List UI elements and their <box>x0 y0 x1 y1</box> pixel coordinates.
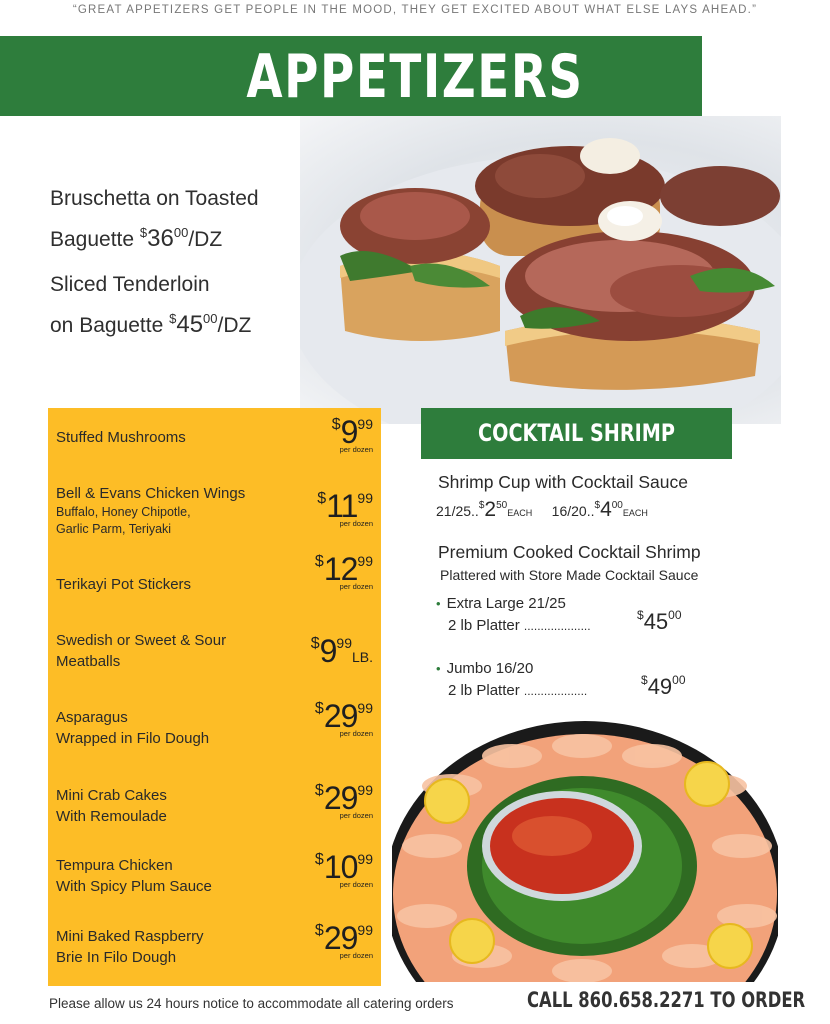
menu-item-name <box>56 855 212 897</box>
price-cents: 99 <box>336 635 352 651</box>
price-dollar-sign: $ <box>641 673 648 687</box>
item-name: Bell & Evans Chicken Wings <box>56 485 246 502</box>
price-whole: 29 <box>323 920 358 956</box>
menu-item-name <box>56 630 226 672</box>
item-name-line2: Brie In Filo Dough <box>56 949 177 966</box>
price-dollar-sign: $ <box>594 500 601 511</box>
price-dollar-sign: $ <box>314 553 324 570</box>
menu-item-price <box>332 414 373 454</box>
price-cents: 00 <box>611 500 623 511</box>
menu-item-price <box>311 633 373 670</box>
price-cents: 00 <box>672 673 686 687</box>
shrimp-cup-prices <box>436 498 648 522</box>
platter-name: Extra Large 21/25 <box>446 595 566 612</box>
platter-size: 2 lb Platter <box>448 617 520 634</box>
price-whole: 10 <box>323 849 358 885</box>
price-unit: EACH <box>507 508 533 518</box>
appetizer-menu-panel <box>48 408 381 986</box>
item-name: Tempura Chicken <box>56 857 173 874</box>
bullet-icon: • <box>436 596 441 611</box>
page-title: APPETIZERS <box>246 42 584 112</box>
platter-jumbo <box>436 658 587 702</box>
bullet-icon: • <box>436 661 441 676</box>
menu-item-price <box>315 551 373 591</box>
item-name: Mini Baked Raspberry <box>56 928 204 945</box>
price-unit: EACH <box>622 508 648 518</box>
menu-item-name <box>56 707 209 749</box>
menu-item-name <box>56 483 245 538</box>
price-cents: 00 <box>203 311 218 326</box>
platter-jumbo-price <box>641 673 686 700</box>
item-name: Terikayi Pot Stickers <box>56 576 192 593</box>
price-cents: 99 <box>357 700 373 716</box>
menu-item-name <box>56 574 191 595</box>
featured-name-line1: Bruschetta on Toasted <box>50 187 259 210</box>
price-dollar-sign: $ <box>169 311 177 326</box>
menu-item-price <box>317 488 373 528</box>
menu-item-name <box>56 427 186 448</box>
price-whole: 29 <box>323 780 358 816</box>
price-note: per dozen <box>339 582 373 591</box>
featured-name-line2-row <box>50 302 251 343</box>
price-whole: 9 <box>340 414 358 450</box>
item-name-line2: With Spicy Plum Sauce <box>56 878 212 895</box>
price-whole: 12 <box>323 551 358 587</box>
featured-name-line2-row <box>50 216 259 257</box>
cocktail-shrimp-title: COCKTAIL SHRIMP <box>478 419 675 447</box>
price-dollar-sign: $ <box>314 922 324 939</box>
price-dollar-sign: $ <box>139 225 148 240</box>
menu-item-name <box>56 926 204 968</box>
price-dollar-sign: $ <box>314 851 324 868</box>
item-name: Swedish or Sweet & Sour <box>56 632 227 649</box>
menu-item-price <box>315 849 373 889</box>
price-cents: 99 <box>357 851 373 867</box>
price-dollar-sign: $ <box>310 635 320 652</box>
item-name: Stuffed Mushrooms <box>56 429 186 446</box>
price-dollar-sign: $ <box>314 782 324 799</box>
price-dollar-sign: $ <box>637 608 644 622</box>
price-cents: 99 <box>357 553 373 569</box>
price-cents: 00 <box>173 225 189 240</box>
price-cents: 99 <box>357 416 373 432</box>
platter-extra-large-price <box>637 608 682 635</box>
price-cents: 50 <box>496 500 508 511</box>
price-whole: 11 <box>326 488 358 524</box>
leader-dots: .................... <box>523 619 591 633</box>
featured-name-line2: on Baguette <box>50 314 164 337</box>
price-whole: 49 <box>647 674 673 699</box>
item-name-line2: Meatballs <box>56 653 121 670</box>
price-whole: 9 <box>319 633 337 669</box>
price-dollar-sign: $ <box>331 416 341 433</box>
price-cents: 99 <box>357 922 373 938</box>
price-note: per dozen <box>339 811 373 820</box>
price-note: per dozen <box>339 729 373 738</box>
item-name-line2: With Remoulade <box>56 808 167 825</box>
price-unit: /DZ <box>188 228 223 251</box>
price-whole: 2 <box>484 498 497 521</box>
price-dollar-sign: $ <box>478 500 485 511</box>
price-whole: 36 <box>147 225 174 252</box>
item-name: Mini Crab Cakes <box>56 787 167 804</box>
cup-size: 21/25.. <box>436 503 479 519</box>
platter-size: 2 lb Platter <box>448 682 520 699</box>
item-name: Asparagus <box>56 709 128 726</box>
item-subtext: Buffalo, Honey Chipotle, <box>56 505 191 519</box>
leader-dots: ................... <box>523 684 588 698</box>
cup-size: 16/20.. <box>551 503 595 519</box>
appetizer-photo <box>300 116 781 424</box>
featured-bruschetta <box>50 182 259 257</box>
price-whole: 45 <box>176 311 204 338</box>
price-unit: /DZ <box>217 314 252 337</box>
premium-shrimp-subheading: Plattered with Store Made Cocktail Sauce <box>440 567 699 583</box>
item-subtext: Garlic Parm, Teriyaki <box>56 522 172 536</box>
price-note: per dozen <box>339 951 373 960</box>
premium-shrimp-heading: Premium Cooked Cocktail Shrimp <box>438 542 701 562</box>
price-note: per dozen <box>339 445 373 454</box>
call-to-order: CALL 860.658.2271 TO ORDER <box>527 988 806 1012</box>
header-quote: “GREAT APPETIZERS GET PEOPLE IN THE MOOD, THEY GET EXCITED ABOUT WHAT ELSE LAYS AHEAD.” <box>72 4 758 16</box>
price-unit: LB. <box>351 649 373 665</box>
shrimp-cup-heading: Shrimp Cup with Cocktail Sauce <box>438 472 688 492</box>
menu-item-price <box>315 920 373 960</box>
price-dollar-sign: $ <box>317 490 327 507</box>
platter-name: Jumbo 16/20 <box>446 660 534 677</box>
price-cents: 99 <box>357 490 373 506</box>
price-whole: 29 <box>323 698 358 734</box>
platter-extra-large <box>436 593 591 637</box>
price-cents: 99 <box>357 782 373 798</box>
shrimp-platter-photo <box>392 716 778 982</box>
catering-notice: Please allow us 24 hours notice to accommodate all catering orders <box>49 996 454 1011</box>
price-whole: 4 <box>600 498 612 521</box>
price-note: per dozen <box>339 880 373 889</box>
price-note: per dozen <box>339 519 373 528</box>
item-name-line2: Wrapped in Filo Dough <box>56 730 210 747</box>
menu-item-name <box>56 785 167 827</box>
menu-item-price <box>315 698 373 738</box>
price-cents: 00 <box>668 608 682 622</box>
featured-name-line1: Sliced Tenderloin <box>50 273 210 296</box>
featured-name-line2: Baguette <box>50 228 135 251</box>
menu-item-price <box>315 780 373 820</box>
price-whole: 45 <box>643 609 669 634</box>
price-dollar-sign: $ <box>314 700 324 717</box>
featured-tenderloin <box>50 268 251 343</box>
